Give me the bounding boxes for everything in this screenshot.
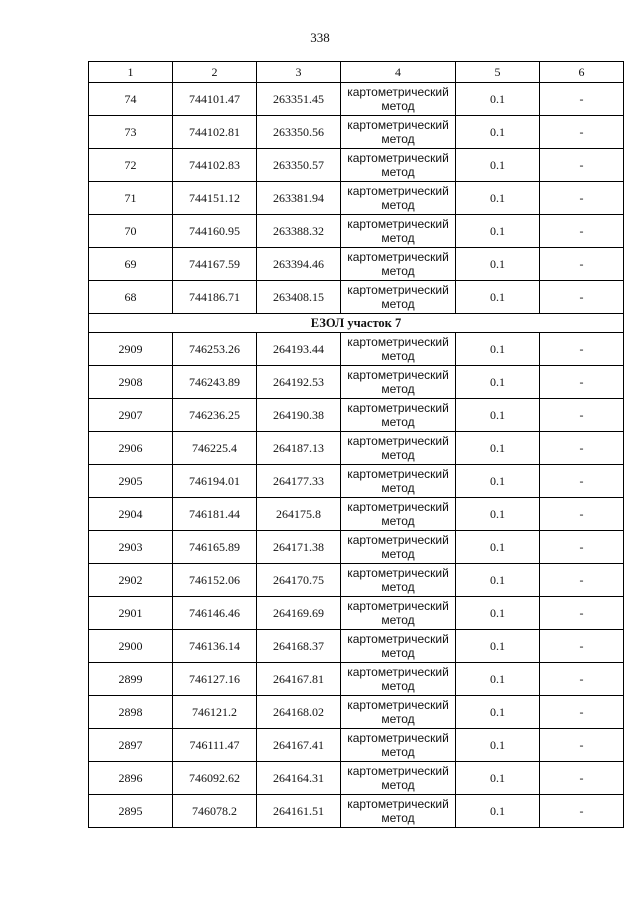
x-coordinate: 746146.46 xyxy=(173,597,257,630)
column-header: 3 xyxy=(257,62,341,83)
table-row xyxy=(89,399,624,432)
note-cell: - xyxy=(540,399,624,432)
note-cell: - xyxy=(540,762,624,795)
point-number: 2898 xyxy=(89,696,173,729)
y-coordinate: 263394.46 xyxy=(257,248,341,281)
point-number: 2900 xyxy=(89,630,173,663)
method-cell: картометрический метод xyxy=(341,333,456,366)
x-coordinate: 746253.26 xyxy=(173,333,257,366)
point-number: 2899 xyxy=(89,663,173,696)
point-number: 2897 xyxy=(89,729,173,762)
method-cell: картометрический метод xyxy=(341,465,456,498)
point-number: 2904 xyxy=(89,498,173,531)
accuracy-cell: 0.1 xyxy=(456,564,540,597)
table-row xyxy=(89,696,624,729)
accuracy-cell: 0.1 xyxy=(456,248,540,281)
accuracy-cell: 0.1 xyxy=(456,663,540,696)
table-row xyxy=(89,333,624,366)
table-row xyxy=(89,498,624,531)
point-number: 2905 xyxy=(89,465,173,498)
table-row xyxy=(89,729,624,762)
method-cell: картометрический метод xyxy=(341,281,456,314)
table-row xyxy=(89,116,624,149)
accuracy-cell: 0.1 xyxy=(456,83,540,116)
point-number: 2909 xyxy=(89,333,173,366)
y-coordinate: 264193.44 xyxy=(257,333,341,366)
x-coordinate: 746121.2 xyxy=(173,696,257,729)
y-coordinate: 264171.38 xyxy=(257,531,341,564)
method-cell: картометрический метод xyxy=(341,663,456,696)
table-row xyxy=(89,795,624,828)
note-cell: - xyxy=(540,597,624,630)
method-cell: картометрический метод xyxy=(341,116,456,149)
y-coordinate: 264167.41 xyxy=(257,729,341,762)
accuracy-cell: 0.1 xyxy=(456,597,540,630)
note-cell: - xyxy=(540,116,624,149)
table-header-row xyxy=(89,62,624,83)
x-coordinate: 746092.62 xyxy=(173,762,257,795)
section-title: ЕЗОЛ участок 7 xyxy=(89,314,624,333)
table-row xyxy=(89,182,624,215)
point-number: 2906 xyxy=(89,432,173,465)
point-number: 2908 xyxy=(89,366,173,399)
note-cell: - xyxy=(540,366,624,399)
column-header: 2 xyxy=(173,62,257,83)
column-header: 5 xyxy=(456,62,540,83)
method-cell: картометрический метод xyxy=(341,597,456,630)
y-coordinate: 264164.31 xyxy=(257,762,341,795)
method-cell: картометрический метод xyxy=(341,498,456,531)
y-coordinate: 263408.15 xyxy=(257,281,341,314)
x-coordinate: 746194.01 xyxy=(173,465,257,498)
table-row xyxy=(89,564,624,597)
x-coordinate: 746225.4 xyxy=(173,432,257,465)
note-cell: - xyxy=(540,215,624,248)
table-row xyxy=(89,248,624,281)
note-cell: - xyxy=(540,531,624,564)
x-coordinate: 746181.44 xyxy=(173,498,257,531)
section-row xyxy=(89,314,624,333)
note-cell: - xyxy=(540,795,624,828)
point-number: 68 xyxy=(89,281,173,314)
note-cell: - xyxy=(540,333,624,366)
x-coordinate: 746236.25 xyxy=(173,399,257,432)
point-number: 73 xyxy=(89,116,173,149)
point-number: 71 xyxy=(89,182,173,215)
table-row xyxy=(89,630,624,663)
point-number: 2903 xyxy=(89,531,173,564)
point-number: 2896 xyxy=(89,762,173,795)
x-coordinate: 746111.47 xyxy=(173,729,257,762)
y-coordinate: 264170.75 xyxy=(257,564,341,597)
point-number: 72 xyxy=(89,149,173,182)
accuracy-cell: 0.1 xyxy=(456,432,540,465)
note-cell: - xyxy=(540,465,624,498)
note-cell: - xyxy=(540,149,624,182)
x-coordinate: 744186.71 xyxy=(173,281,257,314)
x-coordinate: 746165.89 xyxy=(173,531,257,564)
method-cell: картометрический метод xyxy=(341,729,456,762)
x-coordinate: 744160.95 xyxy=(173,215,257,248)
method-cell: картометрический метод xyxy=(341,762,456,795)
x-coordinate: 746243.89 xyxy=(173,366,257,399)
table-row xyxy=(89,149,624,182)
accuracy-cell: 0.1 xyxy=(456,795,540,828)
note-cell: - xyxy=(540,729,624,762)
accuracy-cell: 0.1 xyxy=(456,630,540,663)
method-cell: картометрический метод xyxy=(341,531,456,564)
y-coordinate: 264161.51 xyxy=(257,795,341,828)
y-coordinate: 264192.53 xyxy=(257,366,341,399)
y-coordinate: 263350.56 xyxy=(257,116,341,149)
point-number: 74 xyxy=(89,83,173,116)
y-coordinate: 264168.02 xyxy=(257,696,341,729)
point-number: 69 xyxy=(89,248,173,281)
x-coordinate: 744102.83 xyxy=(173,149,257,182)
accuracy-cell: 0.1 xyxy=(456,762,540,795)
y-coordinate: 264175.8 xyxy=(257,498,341,531)
point-number: 2902 xyxy=(89,564,173,597)
point-number: 2895 xyxy=(89,795,173,828)
y-coordinate: 263350.57 xyxy=(257,149,341,182)
y-coordinate: 263351.45 xyxy=(257,83,341,116)
accuracy-cell: 0.1 xyxy=(456,149,540,182)
table-row xyxy=(89,465,624,498)
accuracy-cell: 0.1 xyxy=(456,465,540,498)
accuracy-cell: 0.1 xyxy=(456,333,540,366)
note-cell: - xyxy=(540,281,624,314)
page-number: 338 xyxy=(310,30,330,45)
accuracy-cell: 0.1 xyxy=(456,498,540,531)
table-row xyxy=(89,432,624,465)
table-row xyxy=(89,663,624,696)
note-cell: - xyxy=(540,696,624,729)
point-number: 2901 xyxy=(89,597,173,630)
y-coordinate: 264187.13 xyxy=(257,432,341,465)
point-number: 2907 xyxy=(89,399,173,432)
method-cell: картометрический метод xyxy=(341,630,456,663)
table-row xyxy=(89,597,624,630)
column-header: 1 xyxy=(89,62,173,83)
method-cell: картометрический метод xyxy=(341,399,456,432)
accuracy-cell: 0.1 xyxy=(456,215,540,248)
x-coordinate: 746127.16 xyxy=(173,663,257,696)
table-row xyxy=(89,762,624,795)
accuracy-cell: 0.1 xyxy=(456,399,540,432)
accuracy-cell: 0.1 xyxy=(456,696,540,729)
method-cell: картометрический метод xyxy=(341,432,456,465)
method-cell: картометрический метод xyxy=(341,696,456,729)
method-cell: картометрический метод xyxy=(341,795,456,828)
note-cell: - xyxy=(540,498,624,531)
x-coordinate: 744167.59 xyxy=(173,248,257,281)
note-cell: - xyxy=(540,432,624,465)
method-cell: картометрический метод xyxy=(341,182,456,215)
note-cell: - xyxy=(540,83,624,116)
table-row xyxy=(89,281,624,314)
x-coordinate: 744102.81 xyxy=(173,116,257,149)
accuracy-cell: 0.1 xyxy=(456,182,540,215)
y-coordinate: 264169.69 xyxy=(257,597,341,630)
method-cell: картометрический метод xyxy=(341,248,456,281)
table-row xyxy=(89,215,624,248)
table-row xyxy=(89,83,624,116)
method-cell: картометрический метод xyxy=(341,149,456,182)
note-cell: - xyxy=(540,564,624,597)
y-coordinate: 264190.38 xyxy=(257,399,341,432)
y-coordinate: 264168.37 xyxy=(257,630,341,663)
note-cell: - xyxy=(540,182,624,215)
y-coordinate: 263381.94 xyxy=(257,182,341,215)
accuracy-cell: 0.1 xyxy=(456,366,540,399)
x-coordinate: 746152.06 xyxy=(173,564,257,597)
column-header: 6 xyxy=(540,62,624,83)
accuracy-cell: 0.1 xyxy=(456,531,540,564)
point-number: 70 xyxy=(89,215,173,248)
note-cell: - xyxy=(540,630,624,663)
x-coordinate: 746078.2 xyxy=(173,795,257,828)
accuracy-cell: 0.1 xyxy=(456,281,540,314)
accuracy-cell: 0.1 xyxy=(456,116,540,149)
method-cell: картометрический метод xyxy=(341,564,456,597)
note-cell: - xyxy=(540,248,624,281)
accuracy-cell: 0.1 xyxy=(456,729,540,762)
y-coordinate: 264177.33 xyxy=(257,465,341,498)
x-coordinate: 744101.47 xyxy=(173,83,257,116)
y-coordinate: 264167.81 xyxy=(257,663,341,696)
column-header: 4 xyxy=(341,62,456,83)
y-coordinate: 263388.32 xyxy=(257,215,341,248)
coordinates-table xyxy=(88,61,624,828)
x-coordinate: 744151.12 xyxy=(173,182,257,215)
note-cell: - xyxy=(540,663,624,696)
table-row xyxy=(89,366,624,399)
table-row xyxy=(89,531,624,564)
x-coordinate: 746136.14 xyxy=(173,630,257,663)
method-cell: картометрический метод xyxy=(341,83,456,116)
method-cell: картометрический метод xyxy=(341,366,456,399)
method-cell: картометрический метод xyxy=(341,215,456,248)
